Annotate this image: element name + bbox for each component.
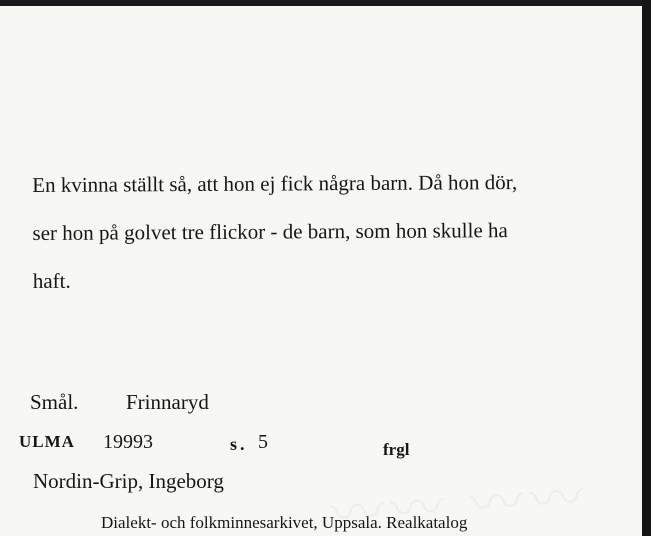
ulma-number: 19993 — [103, 431, 153, 453]
province-label: Smål. — [30, 390, 79, 414]
record-text-line-1: En kvinna ställt så, att hon ej fick några barn. Då hon dör, — [32, 170, 518, 197]
category-code: frgl — [383, 440, 410, 459]
record-text — [32, 145, 633, 317]
page-label: s. — [230, 434, 248, 454]
archive-footer: Dialekt- och folkminnesarkivet, Uppsala. Realkatalog — [101, 513, 468, 532]
scan-edge — [642, 0, 651, 536]
parish-label: Frinnaryd — [126, 390, 209, 414]
record-text-line-3: haft. — [32, 268, 71, 293]
ulma-label: ULMA — [19, 432, 75, 451]
record-text-line-2: ser hon på golvet tre flickor - de barn, som hon skulle ha — [32, 218, 508, 245]
page-number: 5 — [258, 431, 268, 453]
collector-name: Nordin-Grip, Ingeborg — [33, 469, 224, 493]
